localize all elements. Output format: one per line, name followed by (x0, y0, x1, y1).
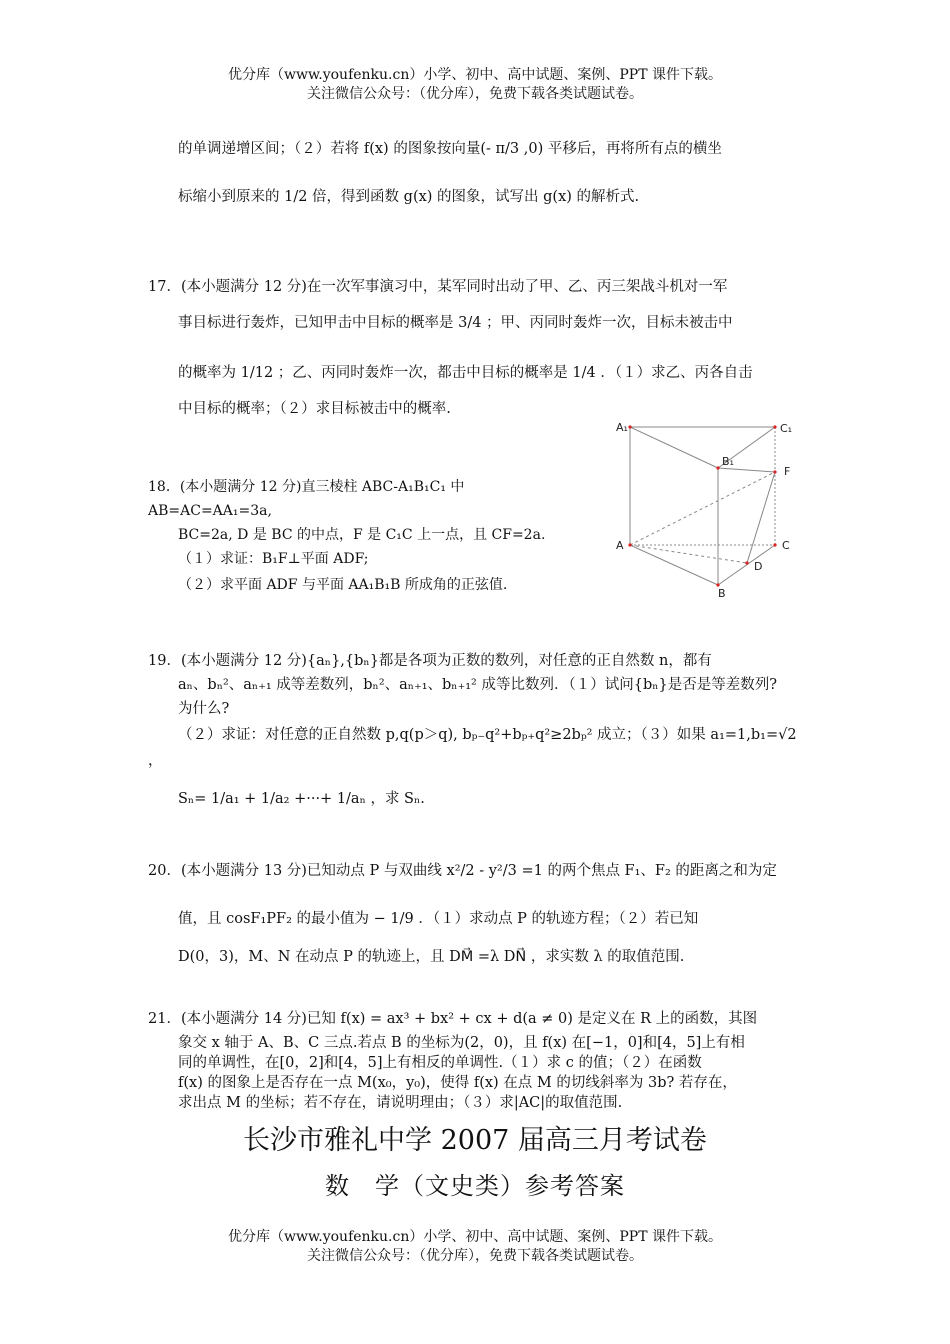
answer-title: 长沙市雅礼中学 2007 届高三月考试卷 (243, 1125, 707, 1156)
label-a1: A₁ (616, 421, 628, 434)
label-f: F (784, 465, 791, 478)
label-d: D (754, 560, 763, 573)
q19-line-2: aₙ、bₙ²、aₙ₊₁ 成等差数列，bₙ²、aₙ₊₁、bₙ₊₁² 成等比数列．（１）试问{bₙ}是否是等差数列? (178, 677, 778, 693)
q19-line-3: 为什么? (178, 701, 230, 717)
q18-line-1: 18．(本小题满分 12 分)直三棱柱 ABC-A₁B₁C₁ 中 (148, 479, 465, 495)
q17-line-2: 事目标进行轰炸，已知甲击中目标的概率是 3/4 ；甲、丙同时轰炸一次，目标未被击中 (178, 315, 733, 331)
q18-line-4: （１）求证：B₁F⊥平面 ADF; (178, 551, 369, 567)
edge-bc (718, 545, 775, 585)
label-c1: C₁ (780, 422, 793, 435)
label-c: C (782, 539, 790, 552)
q21-line-5: 求出点 M 的坐标；若不存在，请说明理由；（３）求|AC|的取值范围. (178, 1095, 623, 1111)
edge-ad (630, 545, 747, 563)
q18-line-3: BC=2a, D 是 BC 的中点，F 是 C₁C 上一点，且 CF=2a. (178, 527, 546, 543)
footer-line-2: 关注微信公众号：（优分库），免费下载各类试题试卷。 (307, 1248, 643, 1264)
q19-line-5: ， (148, 753, 163, 769)
answer-subtitle: 数 学（文史类）参考答案 (325, 1172, 625, 1200)
q19-line-4: （２）求证：对任意的正自然数 p,q(p＞q), bₚ₋q²+bₚ₊q²≥2bₚ² 成立；（３）如果 a₁=1,b₁=√2 (178, 727, 797, 743)
label-a: A (616, 539, 624, 552)
edge-b1f (718, 468, 775, 472)
header-line-1: 优分库（www.youfenku.cn）小学、初中、高中试题、案例、PPT 课件下载。 (227, 67, 722, 83)
q20-line-3: D(0，3)，M、N 在动点 P 的轨迹上，且 DM⃗ =λ DN⃗ ，求实数 λ 的取值范围. (178, 949, 685, 965)
edge-ab (630, 545, 718, 585)
edge-df (747, 472, 775, 563)
q21-line-3: 同的单调性，在[0，2]和[4，5]上有相反的单调性.（１）求 c 的值；（２）在函数 (178, 1055, 702, 1071)
q20-line-1: 20．(本小题满分 13 分)已知动点 P 与双曲线 x²/2 - y²/3 =1 的两个焦点 F₁、F₂ 的距离之和为定 (148, 863, 777, 879)
edge-af (630, 472, 775, 545)
edge-a1b1 (630, 427, 718, 468)
prism-figure (610, 415, 810, 600)
q19-line-6: Sₙ= 1/a₁ + 1/a₂ +···+ 1/aₙ ，求 Sₙ. (178, 791, 425, 807)
q17-line-1: 17．(本小题满分 12 分)在一次军事演习中，某军同时出动了甲、乙、丙三架战斗机对一军 (148, 279, 728, 295)
q16-line-1: 的单调递增区间；（２）若将 f(x) 的图象按向量(- π/3 ,0) 平移后，再将所有点的横坐 (178, 141, 722, 157)
q19-line-1: 19．(本小题满分 12 分){aₙ},{bₙ}都是各项为正数的数列，对任意的正自然数 n，都有 (148, 653, 712, 669)
q16-line-2: 标缩小到原来的 1/2 倍，得到函数 g(x) 的图象，试写出 g(x) 的解析式. (178, 189, 640, 205)
q21-line-1: 21．(本小题满分 14 分)已知 f(x) = ax³ + bx² + cx + d(a ≠ 0) 是定义在 R 上的函数，其图 (148, 1011, 758, 1027)
q18-line-5: （２）求平面 ADF 与平面 AA₁B₁B 所成角的正弦值. (178, 577, 508, 593)
footer-line-1: 优分库（www.youfenku.cn）小学、初中、高中试题、案例、PPT 课件下载。 (227, 1229, 722, 1245)
q17-line-4: 中目标的概率；（２）求目标被击中的概率. (178, 401, 451, 417)
q17-line-3: 的概率为 1/12 ；乙、丙同时轰炸一次，都击中目标的概率是 1/4 ．（１）求乙、丙各自击 (178, 365, 753, 381)
q21-line-4: f(x) 的图象上是否存在一点 M(x₀，y₀)，使得 f(x) 在点 M 的切线斜率为 3b? 若存在， (178, 1075, 737, 1091)
label-b1: B₁ (722, 455, 734, 468)
header-line-2: 关注微信公众号：（优分库），免费下载各类试题试卷。 (307, 86, 643, 102)
q18-line-2: AB=AC=AA₁=3a, (148, 503, 272, 519)
q20-line-2: 值，且 cosF₁PF₂ 的最小值为 − 1/9 ．（１）求动点 P 的轨迹方程；（２）若已知 (178, 911, 699, 927)
label-b: B (718, 587, 726, 600)
q21-line-2: 象交 x 轴于 A、B、C 三点.若点 B 的坐标为(2，0)，且 f(x) 在[−1，0]和[4，5]上有相 (178, 1035, 745, 1051)
